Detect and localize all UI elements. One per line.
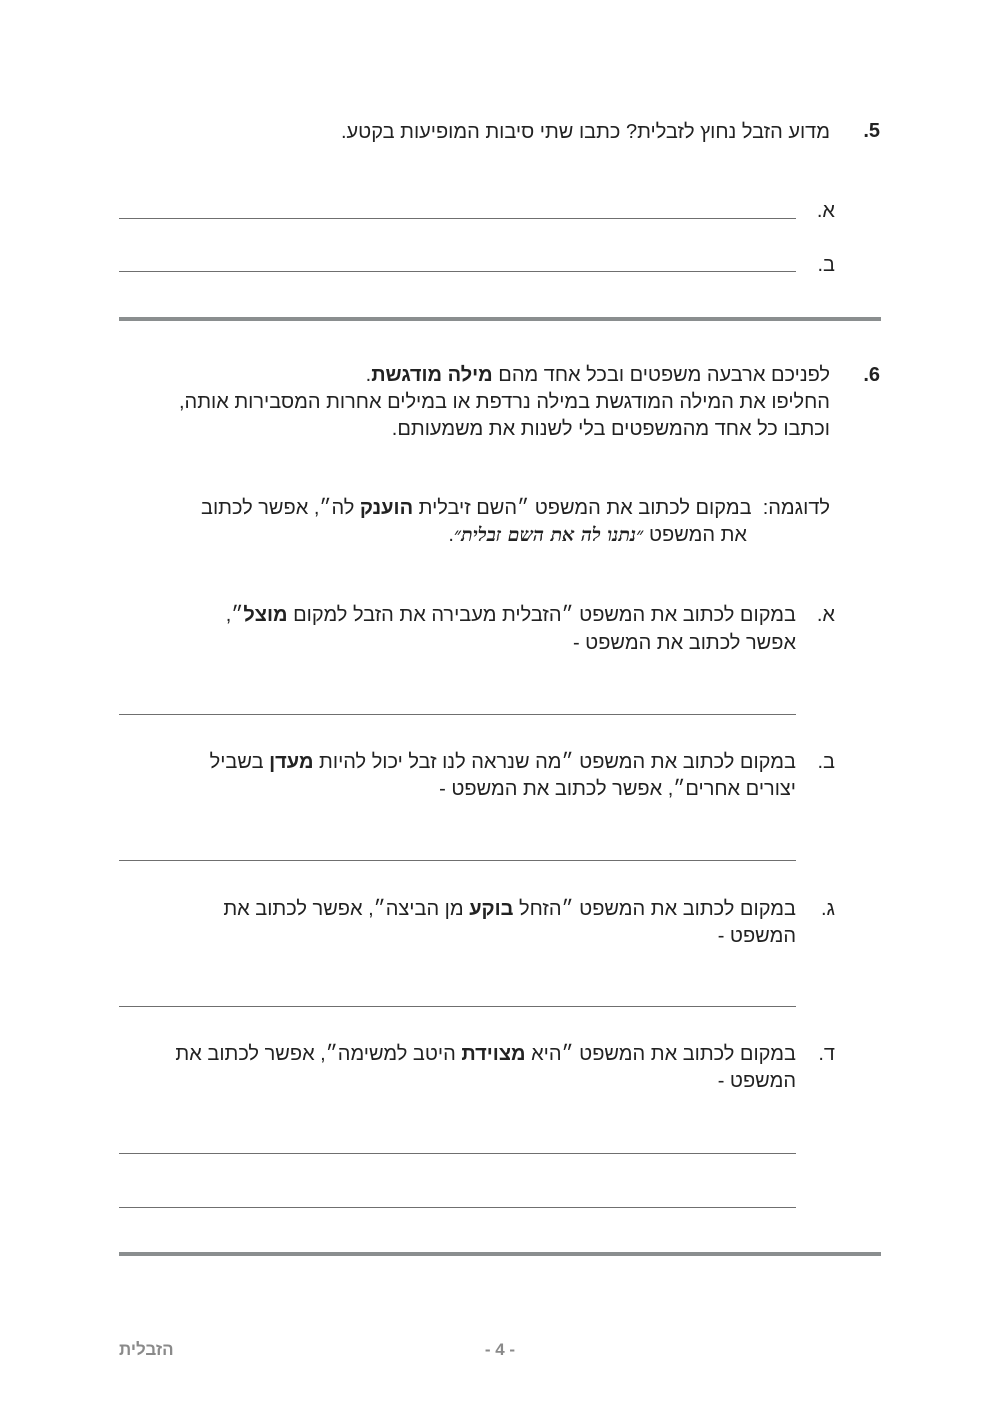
item-bold-word: מעדן [269, 751, 314, 773]
item-text-end: ״, [225, 604, 244, 626]
answer-line-a[interactable] [119, 218, 796, 219]
answer-line-d-1[interactable] [119, 1153, 796, 1154]
page-number: - 4 - [484, 1340, 516, 1359]
footer-title: הזבלית [119, 1340, 174, 1359]
question-intro-line-1 [366, 362, 830, 388]
answer-line-d-2[interactable] [119, 1207, 796, 1208]
item-line-1 [210, 749, 796, 775]
item-label: ג. [820, 898, 835, 920]
intro-text: לפניכם ארבעה משפטים ובכל אחד מהם [492, 364, 830, 386]
item-bold-word: מוצל [243, 604, 288, 626]
item-text-end: מן הביצה״, אפשר לכתוב את [223, 898, 470, 920]
item-label: ב. [817, 751, 835, 773]
answer-label-b: ב. [817, 254, 835, 276]
example-text: במקום לכתוב את המשפט ״השם זיבלית [413, 497, 752, 519]
example-bold-word: הוענק [359, 497, 414, 519]
item-text: במקום לכתוב את המשפט ״מה שנראה לנו זבל יכול להיות [313, 751, 796, 773]
answer-line-b[interactable] [119, 271, 796, 272]
section-divider [119, 1252, 881, 1256]
item-line-1 [223, 896, 796, 922]
item-text: במקום לכתוב את המשפט ״הזחל [513, 898, 796, 920]
item-bold-word: בוקע [469, 898, 514, 920]
example-text-end: לה״, אפשר לכתוב [201, 497, 360, 519]
answer-line-a[interactable] [119, 714, 796, 715]
item-text-end: בשביל [209, 751, 270, 773]
item-text: במקום לכתוב את המשפט ״היא [525, 1043, 796, 1065]
item-line-2: המשפט - [717, 925, 796, 947]
example-text: את המשפט [643, 524, 747, 546]
item-label: א. [816, 604, 835, 626]
item-text: במקום לכתוב את המשפט ״הזבלית מעבירה את הזבל למקום [287, 604, 796, 626]
section-divider [119, 317, 881, 321]
question-intro-line-3: וכתבו כל אחד מהמשפטים בלי לשנות את משמעותם. [391, 418, 830, 440]
example-handwritten-answer: ״נתנו לה את השם זבלית״ [453, 524, 644, 546]
item-line-1 [226, 602, 796, 628]
answer-line-b[interactable] [119, 860, 796, 861]
item-label: ד. [818, 1043, 835, 1065]
intro-bold-text: מילה מודגשת [371, 364, 493, 386]
question-number: .6 [863, 364, 880, 386]
item-text-end: היטב למשימה״, אפשר לכתוב את [175, 1043, 462, 1065]
answer-line-c[interactable] [119, 1006, 796, 1007]
intro-punct: . [365, 364, 372, 386]
item-bold-word: מצוידת [461, 1043, 526, 1065]
example-line-2 [448, 522, 747, 548]
example-punct: . [448, 524, 454, 546]
question-text: מדוע הזבל נחוץ לזבלית? כתבו שתי סיבות המופיעות בקטע. [340, 121, 830, 143]
item-line-2: המשפט - [717, 1070, 796, 1092]
item-line-2: יצורים אחרים״, אפשר לכתוב את המשפט - [439, 778, 796, 800]
question-number: .5 [863, 120, 880, 142]
example-label: לדוגמה: [762, 497, 830, 519]
item-line-2: אפשר לכתוב את המשפט - [572, 632, 796, 654]
example-line-1 [201, 495, 830, 521]
question-intro-line-2: החליפו את המילה המודגשת במילה נרדפת או במילים אחרות המסבירות אותה, [179, 391, 830, 413]
item-line-1 [175, 1041, 796, 1067]
answer-label-a: א. [816, 200, 835, 222]
